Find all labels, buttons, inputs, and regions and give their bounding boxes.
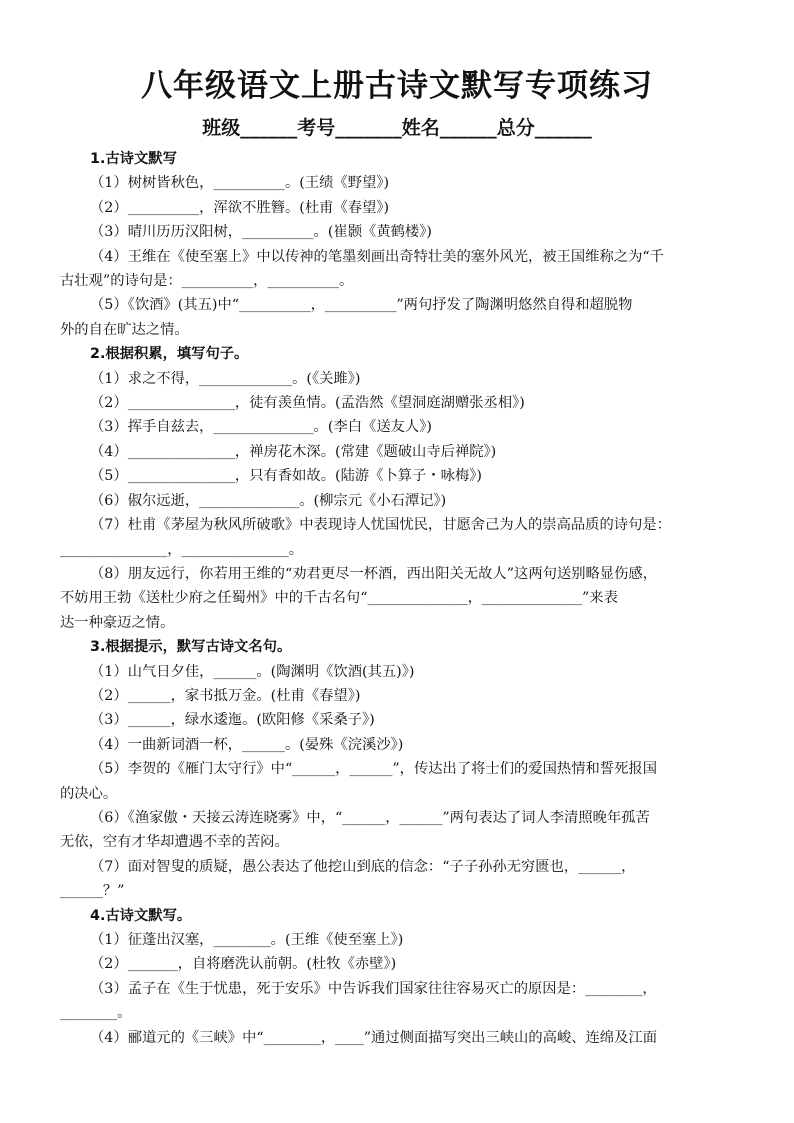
- question-line: （7）面对智叟的质疑，愚公表达了他挖山到底的信念：“子子孙孙无穷匮也，______，: [90, 858, 636, 875]
- question-continuation: 达一种豪迈之情。: [60, 614, 175, 631]
- exercise-content: [60, 147, 736, 1050]
- section-heading: 3.根据提示，默写古诗文名句。: [90, 639, 292, 656]
- section-heading: 1.古诗文默写: [90, 151, 177, 167]
- question-line: （6）《渔家傲・天接云涛连晓雾》中，“______，______”两句表达了词人李清照晚年孤苦: [90, 809, 650, 826]
- question-line: （6）俶尔远逝，______________。(柳宗元《小石潭记》): [90, 492, 447, 509]
- question-line: （1）征蓬出汉塞，________。(王维《使至塞上》): [90, 932, 404, 948]
- question-line: （4）一曲新词酒一杯，______。(晏殊《浣溪沙》): [90, 736, 404, 753]
- question-continuation: 外的自在旷达之情。: [60, 321, 189, 338]
- question-line: （2）__________，浑欲不胜簪。(杜甫《春望》): [90, 199, 390, 216]
- question-continuation: ______？”: [60, 883, 125, 900]
- question-continuation: _______________，_______________。: [60, 541, 304, 558]
- question-continuation: 不妨用王勃《送杜少府之任蜀州》中的千古名句“______________，______________”来表: [60, 590, 618, 607]
- question-line: （3）孟子在《生于忧患，死于安乐》中告诉我们国家往往容易灭亡的原因是：________，: [90, 980, 657, 997]
- question-line: （3）挥手自兹去，______________。(李白《送友人》): [90, 419, 432, 436]
- student-info-line: 班级______考号_______姓名______总分______: [202, 117, 592, 139]
- question-line: （2）_______________，徒有羡鱼情。(孟浩然《望洞庭湖赠张丞相》): [90, 395, 525, 412]
- question-line: （8）朋友远行，你若用王维的“劝君更尽一杯酒，西出阳关无故人”这两句送别略显伤感，: [90, 565, 657, 582]
- question-line: （7）杜甫《茅屋为秋风所破歌》中表现诗人忧国忧民，甘愿舍己为人的崇高品质的诗句是：: [90, 517, 671, 534]
- question-continuation: ________。: [60, 1005, 132, 1022]
- question-line: （3）晴川历历汉阳树，__________。(崔颢《黄鹤楼》): [90, 224, 432, 241]
- question-continuation: 无依，空有才华却遭遇不幸的苦闷。: [60, 834, 289, 851]
- question-continuation: 的决心。: [60, 785, 118, 802]
- question-line: （5）《饮酒》(其五)中“__________，__________”两句抒发了陶渊明悠然自得和超脱物: [90, 297, 633, 314]
- question-line: （1）求之不得，_____________。(《关雎》): [90, 370, 361, 387]
- question-line: （2）_______，自将磨洗认前朝。(杜牧《赤壁》): [90, 956, 397, 973]
- question-continuation: 古壮观”的诗句是：__________，__________。: [60, 273, 354, 290]
- question-line: （4）_______________，禅房花木深。(常建《题破山寺后禅院》): [90, 443, 497, 460]
- section-heading: 4.古诗文默写。: [90, 907, 192, 924]
- question-line: （4）郦道元的《三峡》中“________，____”通过侧面描写突出三峡山的高峻、连绵及江面: [90, 1029, 657, 1046]
- question-line: （1）树树皆秋色，__________。(王绩《野望》): [90, 175, 390, 192]
- question-line: （5）李贺的《雁门太守行》中“______，______”，传达出了将士们的爱国热情和誓死报国: [90, 761, 657, 778]
- page-title: 八年级语文上册古诗文默写专项练习: [141, 68, 653, 104]
- section-heading: 2.根据积累，填写句子。: [90, 346, 249, 363]
- question-line: （5）_______________，只有香如故。(陆游《卜算子・咏梅》): [90, 468, 482, 485]
- question-line: （3）______，绿水逶迤。(欧阳修《采桑子》): [90, 712, 375, 729]
- question-line: （2）______，家书抵万金。(杜甫《春望》): [90, 687, 361, 704]
- question-line: （4）王维在《使至塞上》中以传神的笔墨刻画出奇特壮美的塞外风光，被王国维称之为“千: [90, 248, 664, 265]
- question-line: （1）山气日夕佳，______。(陶渊明《饮酒(其五)》): [90, 663, 415, 680]
